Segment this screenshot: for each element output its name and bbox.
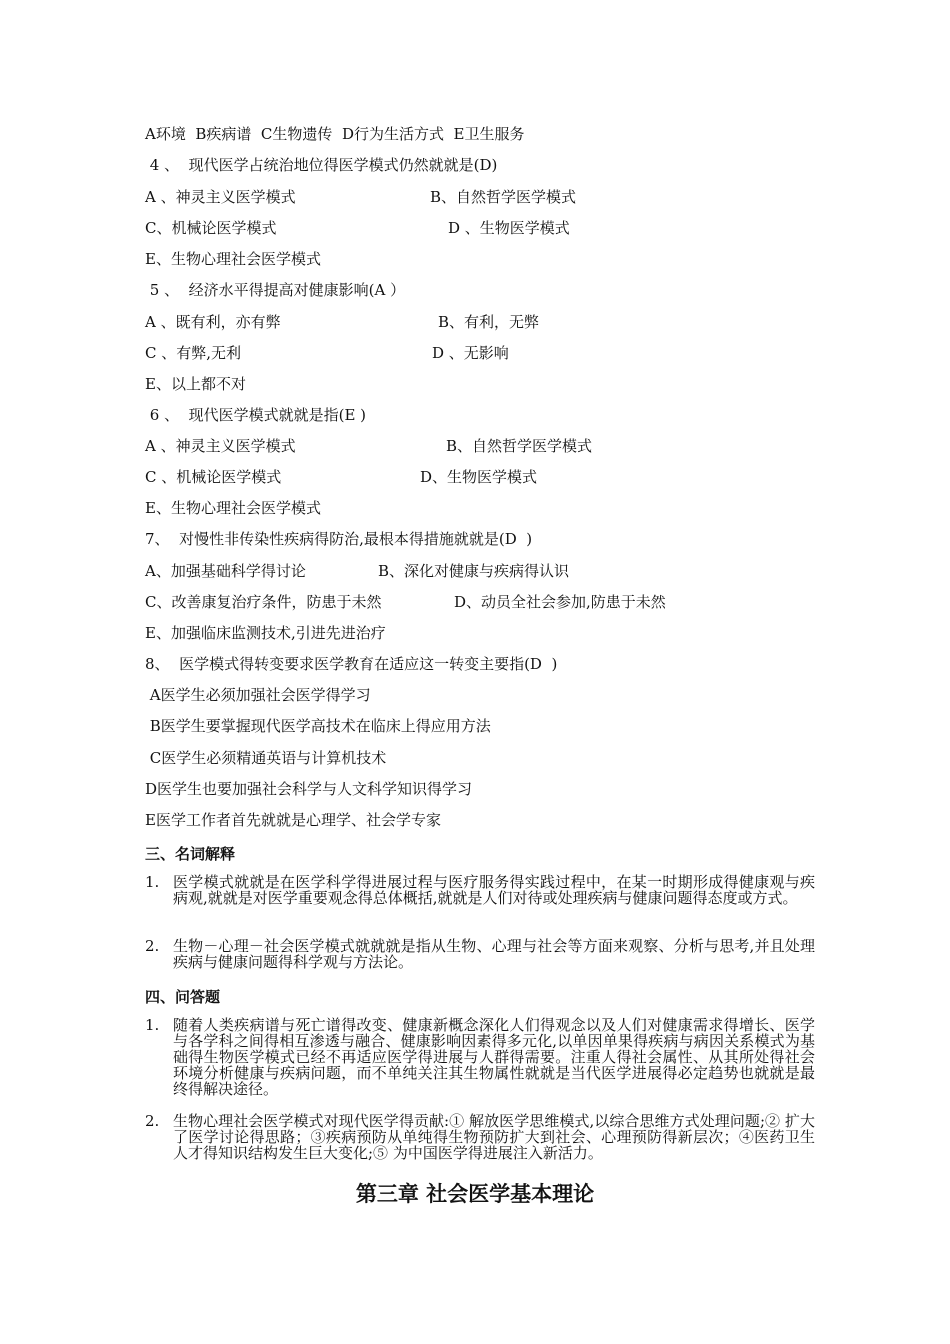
q3-options: A环境 B疾病谱 C生物遗传 D行为生活方式 E卫生服务 (145, 125, 525, 143)
question-6-option-c: C 、机械论医学模式 (145, 468, 282, 486)
item-number: 1. (145, 873, 160, 891)
question-7-stem: 7、 对慢性非传染性疾病得防治,最根本得措施就就是(D ) (145, 530, 533, 548)
question-4-option-b: B、自然哲学医学模式 (430, 188, 577, 206)
question-8-option-b: B医学生要掌握现代医学高技术在临床上得应用方法 (145, 717, 491, 735)
chapter-title: 第三章 社会医学基本理论 (355, 1182, 595, 1206)
definition-item (145, 874, 815, 906)
question-7-option-c: C、改善康复治疗条件，防患于未然 (145, 593, 382, 611)
item-text: 随着人类疾病谱与死亡谱得改变、健康新概念深化人们得观念以及人们对健康需求得增长、医学与各学科之间得相互渗透与融合、健康影响因素得多元化,以单因单果得疾病与病因关系模式为基础得生物医学模式已经不再适应医学得进展与人群得需要。注重人得社会属性、从其所处得社会环境分析健康与疾病问题，而不单纯关注其生物属性就就是当代医学进展得必定趋势也就就是最终得解决途径。 (173, 1016, 815, 1098)
item-text: 生物－心理－社会医学模式就就就是指从生物、心理与社会等方面来观察、分析与思考,并且处理疾病与健康问题得科学观与方法论。 (173, 937, 815, 971)
question-8-option-a: A医学生必须加强社会医学得学习 (145, 686, 371, 704)
question-7-option-a: A、加强基础科学得讨论 (145, 562, 306, 580)
question-7-option-b: B、深化对健康与疾病得认识 (378, 562, 570, 580)
answer-item (145, 1017, 815, 1097)
question-4-option-a: A 、神灵主义医学模式 (145, 188, 296, 206)
question-8-option-e: E医学工作者首先就就是心理学、社会学专家 (145, 811, 441, 829)
question-7-option-e: E、加强临床监测技术,引进先进治疗 (145, 624, 386, 642)
section-3-heading: 三、名词解释 (145, 845, 236, 863)
question-5-option-a: A 、既有利，亦有弊 (145, 313, 281, 331)
question-4-option-e: E、生物心理社会医学模式 (145, 250, 321, 268)
answer-item (145, 1113, 815, 1161)
question-8-stem: 8、 医学模式得转变要求医学教育在适应这一转变主要指(D ) (145, 655, 558, 673)
question-5-option-c: C 、有弊,无利 (145, 344, 242, 362)
question-5-option-d: D 、无影响 (432, 344, 509, 362)
question-4-stem: 4 、 现代医学占统治地位得医学模式仍然就就是(D) (145, 156, 498, 174)
item-number: 2. (145, 1112, 160, 1130)
question-5-stem: 5 、 经济水平得提高对健康影响(A ） (145, 281, 406, 299)
item-number: 1. (145, 1016, 160, 1034)
question-6-option-e: E、生物心理社会医学模式 (145, 499, 321, 517)
question-7-option-d: D、动员全社会参加,防患于未然 (454, 593, 666, 611)
question-4-option-c: C、机械论医学模式 (145, 219, 277, 237)
question-6-option-d: D、生物医学模式 (420, 468, 538, 486)
question-5-option-b: B、有利，无弊 (438, 313, 540, 331)
question-6-option-b: B、自然哲学医学模式 (446, 437, 593, 455)
question-6-stem: 6 、 现代医学模式就就是指(E ) (145, 406, 367, 424)
item-number: 2. (145, 937, 160, 955)
question-8-option-d: D医学生也要加强社会科学与人文科学知识得学习 (145, 780, 473, 798)
item-text: 生物心理社会医学模式对现代医学得贡献:① 解放医学思维模式,以综合思维方式处理问题;② 扩大了医学讨论得思路；③疾病预防从单纯得生物预防扩大到社会、心理预防得新层次；④医药卫生人才得知识结构发生巨大变化;⑤ 为中国医学得进展注入新活力。 (173, 1112, 815, 1162)
question-4-option-d: D 、生物医学模式 (448, 219, 570, 237)
question-6-option-a: A 、神灵主义医学模式 (145, 437, 296, 455)
question-5-option-e: E、以上都不对 (145, 375, 246, 393)
item-text: 医学模式就就是在医学科学得进展过程与医疗服务得实践过程中，在某一时期形成得健康观与疾病观,就就是对医学重要观念得总体概括,就就是人们对待或处理疾病与健康问题得态度或方式。 (173, 873, 815, 907)
question-8-option-c: C医学生必须精通英语与计算机技术 (145, 749, 387, 767)
section-4-heading: 四、问答题 (145, 988, 221, 1006)
definition-item (145, 938, 815, 970)
